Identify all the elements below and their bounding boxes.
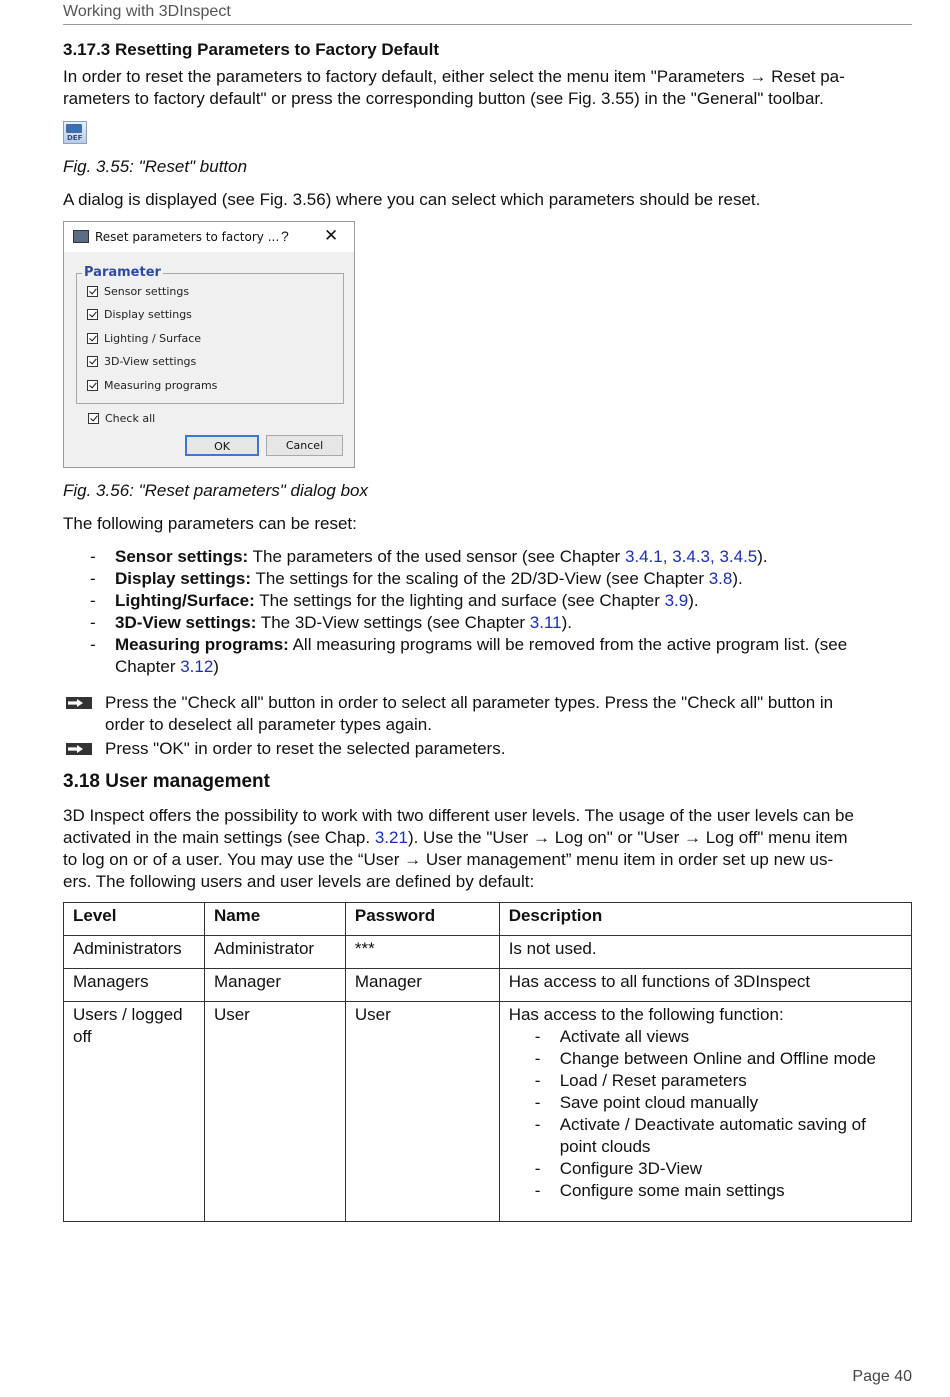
list-item: - Sensor settings: The parameters of the used sensor (see Chapter 3.4.1, 3.4.3, 3.4.5).	[90, 547, 768, 566]
def-label: DEF	[67, 134, 83, 142]
column-header: Description	[499, 903, 911, 936]
checkbox-checked-icon	[87, 286, 98, 297]
list-item: - Lighting/Surface: The settings for the lighting and surface (see Chapter 3.9).	[90, 591, 699, 610]
list-item: - Load / Reset parameters	[509, 1070, 903, 1092]
column-header: Name	[204, 903, 345, 936]
arrow-right-icon	[66, 697, 92, 709]
list-item: - Save point cloud manually	[509, 1092, 903, 1114]
intro-line-1: In order to reset the parameters to factory default, either select the menu item "Parameters → Reset pa-	[63, 67, 845, 86]
chapter-link[interactable]: 3.12	[180, 657, 214, 676]
intro-paragraph	[63, 66, 913, 110]
list-item: - 3D-View settings: The 3D-View settings (see Chapter 3.11).	[90, 613, 573, 632]
header-rule	[63, 24, 912, 25]
reset-parameters-dialog: Reset parameters to factory ... ? ✕ Parameter Sensor settings Display settings Lighting / Surface 3D-View settings Measuring programs Check all OK Cancel	[63, 221, 355, 468]
list-item: - Configure some main settings	[509, 1180, 903, 1202]
help-icon[interactable]: ?	[281, 228, 289, 244]
checkbox-checked-icon	[87, 309, 98, 320]
ok-button[interactable]: OK	[185, 435, 259, 456]
list-item: - Display settings: The settings for the scaling of the 2D/3D-View (see Chapter 3.8).	[90, 569, 743, 588]
figure-caption-3-56: Fig. 3.56: "Reset parameters" dialog box	[63, 481, 369, 500]
parameter-group-label: Parameter	[84, 265, 161, 280]
table-row: Managers Manager Manager Has access to all functions of 3DInspect	[64, 969, 912, 1002]
section-heading-3-18: 3.18 User management	[63, 771, 270, 792]
instruction-ok: Press "OK" in order to reset the selected parameters.	[105, 739, 506, 758]
app-icon	[73, 230, 89, 243]
dialog-titlebar	[64, 222, 354, 252]
checkbox-checked-icon	[87, 356, 98, 367]
column-header: Password	[345, 903, 499, 936]
params-intro: The following parameters can be reset:	[63, 514, 357, 533]
chapter-link[interactable]: 3.11	[529, 613, 562, 632]
section-heading-3-17-3: 3.17.3 Resetting Parameters to Factory Default	[63, 40, 440, 59]
figure-caption-3-55: Fig. 3.55: "Reset" button	[63, 157, 248, 176]
table-row: Administrators Administrator *** Is not used.	[64, 936, 912, 969]
dialog-intro-paragraph: A dialog is displayed (see Fig. 3.56) where you can select which parameters should be reset.	[63, 190, 761, 209]
instruction-check-all: Press the "Check all" button in order to select all parameter types. Press the "Check all" button in order to deselect all parameter types again.	[105, 693, 834, 734]
close-icon[interactable]: ✕	[324, 226, 339, 245]
intro-line-2: rameters to factory default" or press the corresponding button (see Fig. 3.55) in the "General" toolbar.	[63, 89, 824, 108]
chapter-link[interactable]: 3.9	[664, 591, 689, 610]
table-row: Users / logged off User User Has access to the following function: - Activate all views - Change between Online and Offline mode - Load / Reset parameters - Save point cloud manually - Activate / Deactivate automatic saving of point clouds - Configure 3D-View - Configure some main settings	[64, 1002, 912, 1222]
list-item: - Change between Online and Offline mode	[509, 1048, 903, 1070]
running-header: Working with 3DInspect	[63, 3, 231, 20]
user-levels-table	[63, 902, 912, 1222]
checkbox-checked-icon	[87, 380, 98, 391]
chapter-link[interactable]: 3.8	[708, 569, 733, 588]
dialog-title: Reset parameters to factory ...	[95, 230, 280, 244]
user-management-paragraph: 3D Inspect offers the possibility to work with two different user levels. The usage of the user levels can be activated in the main settings (see Chap. 3.21). Use the "User → Log on" or "User → Log off" menu item to log on or of a user. You may use the “User → User management” menu item in order set up new us- ers. The following users and user levels are defined by default:	[63, 806, 854, 891]
arrow-right-icon	[66, 743, 92, 755]
list-item: - Measuring programs: All measuring programs will be removed from the active program list. (see Chapter 3.12)	[90, 635, 848, 676]
page-number: Page 40	[852, 1368, 912, 1385]
function-list	[509, 1026, 903, 1202]
reset-toolbar-button-image	[63, 121, 87, 144]
list-item: - Activate / Deactivate automatic saving of point clouds	[509, 1114, 903, 1158]
reset-icon	[66, 124, 82, 133]
list-item: - Activate all views	[509, 1026, 903, 1048]
checkbox-checked-icon	[87, 333, 98, 344]
cancel-button[interactable]: Cancel	[266, 435, 343, 456]
chapter-link[interactable]: 3.4.1, 3.4.3, 3.4.5	[624, 547, 758, 566]
checkbox-checked-icon	[88, 413, 99, 424]
column-header: Level	[64, 903, 205, 936]
list-item: - Configure 3D-View	[509, 1158, 903, 1180]
table-header-row	[64, 903, 912, 936]
chapter-link[interactable]: 3.21	[374, 828, 408, 847]
